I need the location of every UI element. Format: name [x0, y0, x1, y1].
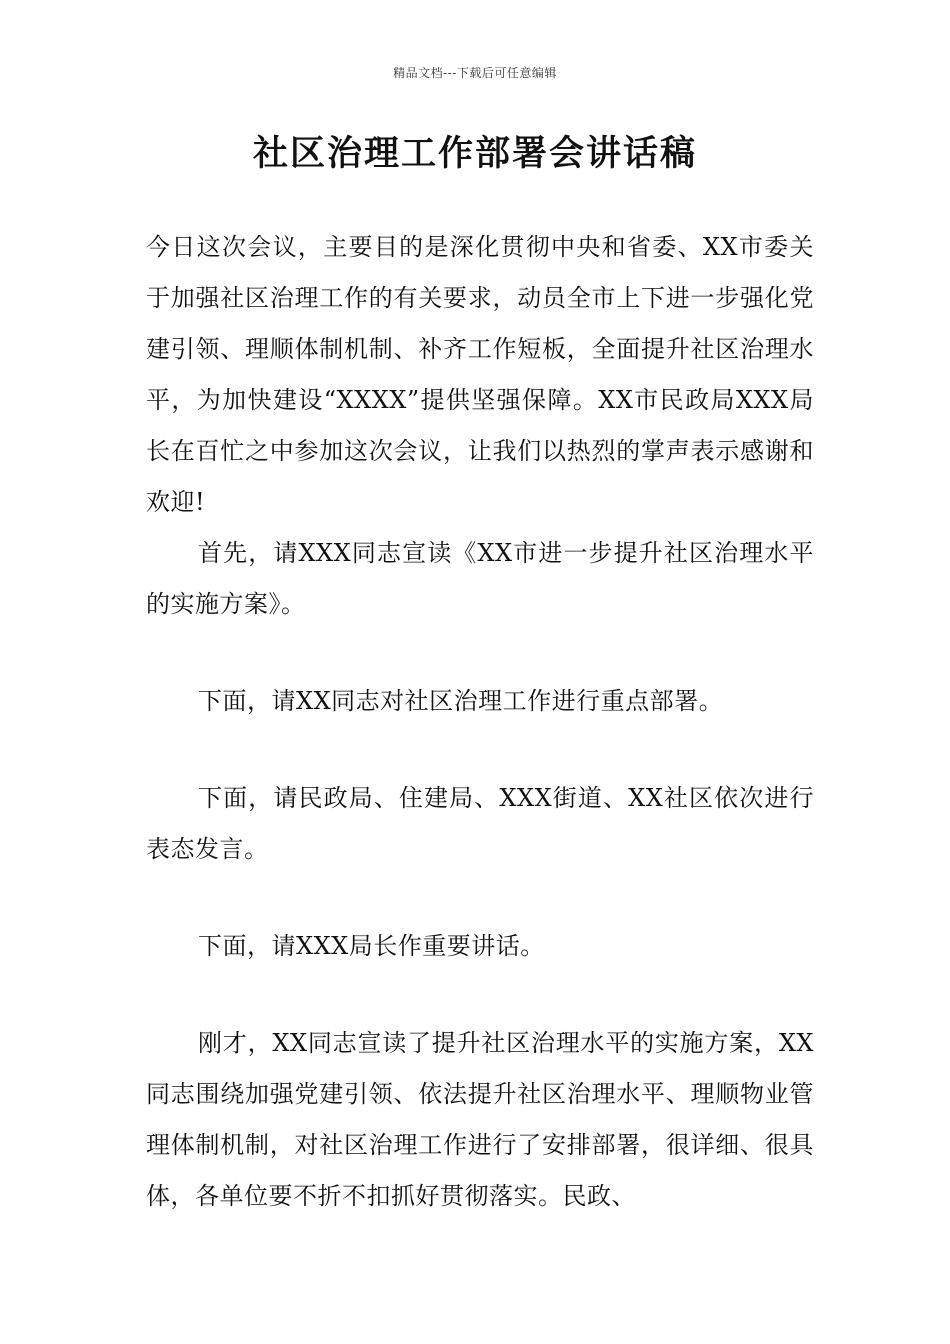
paragraph-fourth-agenda: 下面，请XXX局长作重要讲话。	[198, 932, 545, 960]
paragraph-third-agenda: 下面，请民政局、住建局、XXX街道、XX社区依次进行表态发言。	[146, 784, 814, 863]
paragraph-opening: 今日这次会议，主要目的是深化贯彻中央和省委、XX市委关于加强社区治理工作的有关要求，动员全市上下进一步强化党建引领、理顺体制机制、补齐工作短板，全面提升社区治理水平，为加快建设“XXXX”提供坚强保障。XX市民政局XXX局长在百忙之中参加这次会议，让我们以热烈的掌声表示感谢和欢迎!	[146, 233, 814, 516]
paragraph-summary: 刚才，XX同志宣读了提升社区治理水平的实施方案，XX同志围绕加强党建引领、依法提升社区治理水平、理顺物业管理体制机制，对社区治理工作进行了安排部署，很详细、很具体，各单位要不折不扣抓好贯彻落实。民政、	[146, 1029, 814, 1210]
paragraph-second-agenda: 下面，请XX同志对社区治理工作进行重点部署。	[198, 687, 724, 715]
header-note: 精品文档---下载后可任意编辑	[393, 66, 557, 80]
document-body	[146, 222, 814, 1222]
document-title: 社区治理工作部署会讲话稿	[252, 134, 697, 174]
paragraph-first-agenda: 首先，请XXX同志宣读《XX市进一步提升社区治理水平的实施方案》。	[146, 539, 814, 618]
